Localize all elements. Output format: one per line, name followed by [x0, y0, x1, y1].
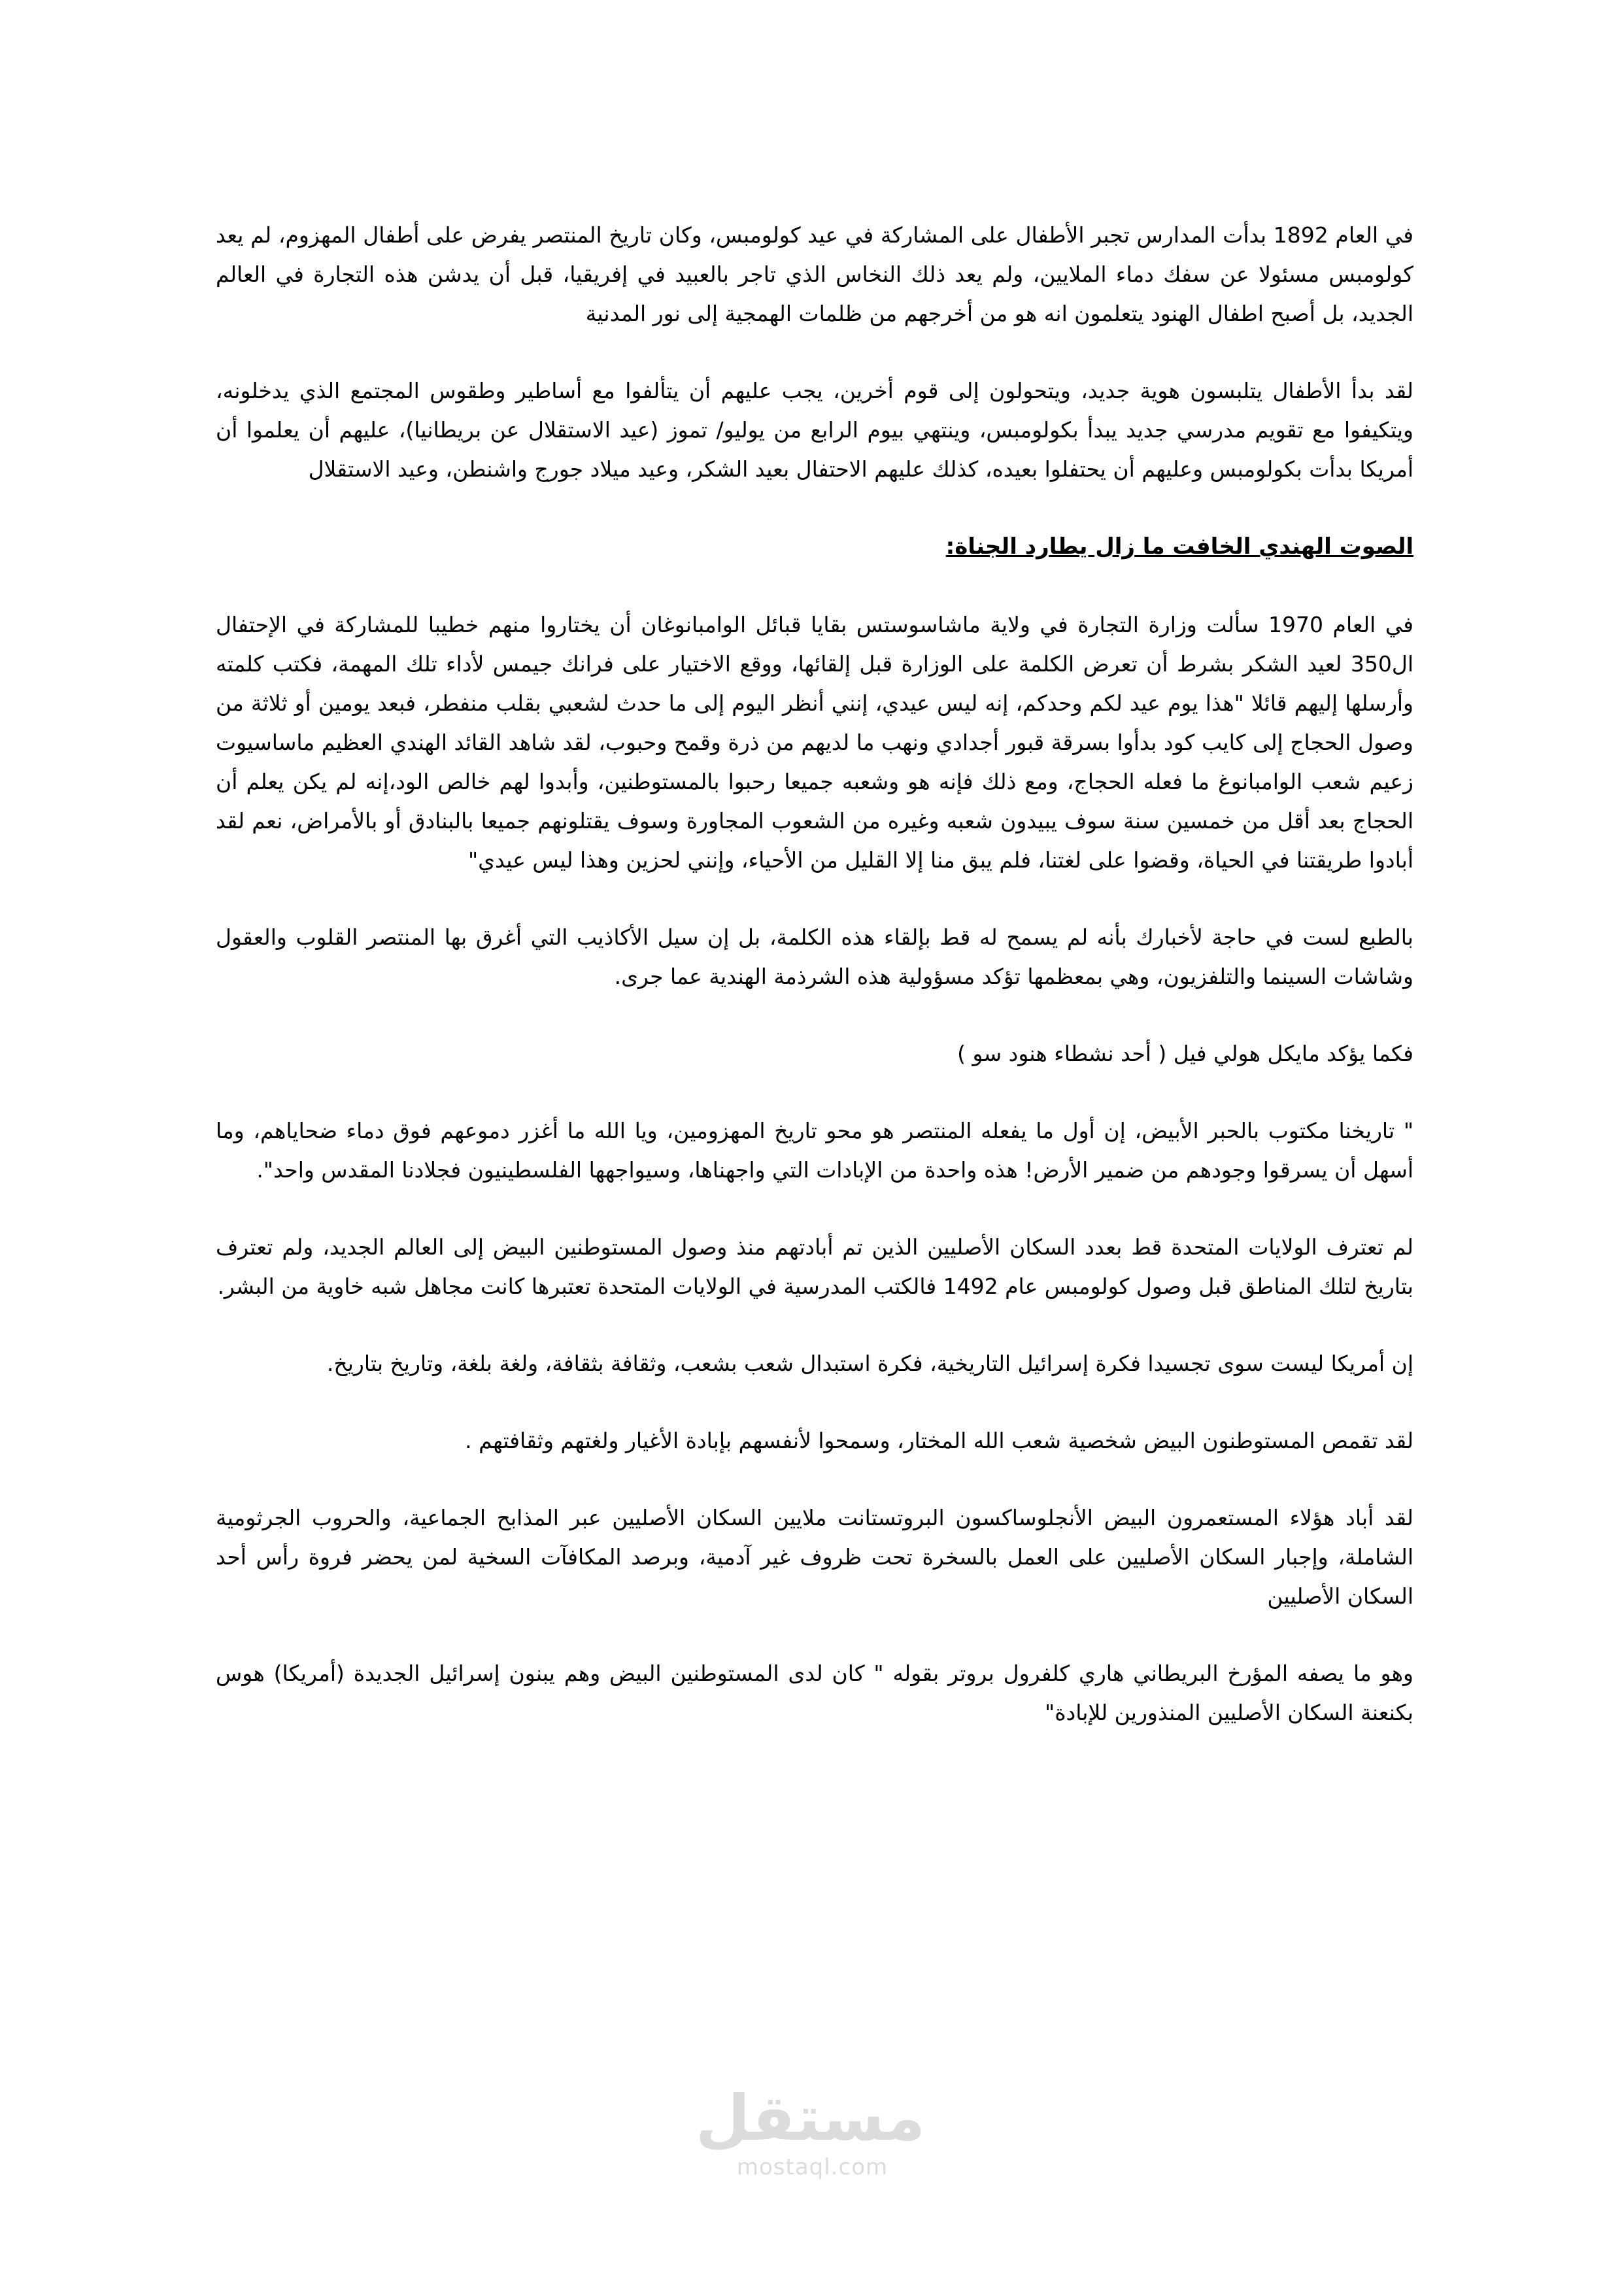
paragraph-white-ink-quote: " تاريخنا مكتوب بالحبر الأبيض، إن أول ما يفعله المنتصر هو محو تاريخ المهزومين، ويا الله ما أغزر دموعهم فوق دماء ضحاياهم، وما أسهل أن يسرقوا وجودهم من ضمير الأرض! هذه واحدة من الإبادات التي واجهناها، وسيواجهها الفلسطينيون فجلادنا المقدس واحد".	[216, 1118, 1413, 1183]
mostaql-watermark	[695, 2082, 925, 2187]
paragraph-frank-james-speech: في العام 1970 سألت وزارة التجارة في ولاية ماشاسوستس بقايا قبائل الوامبانوغان أن يختاروا منهم خطيبا للمشاركة في الإحتفال ال350 لعيد الشكر بشرط أن تعرض الكلمة على الوزارة قبل إلقائها، ووقع الاختيار على فرانك جيمس لأداء تلك المهمة، فكتب كلمته وأرسلها إليهم قائلا "هذا يوم عيد لكم وحدكم، إنه ليس عيدي، إنني أنظر اليوم إلى ما حدث لشعبي بقلب منفطر، فبعد يومين أو ثلاثة من وصول الحجاج إلى كايب كود بدأوا بسرقة قبور أجدادي ونهب ما لديهم من ذرة وقمح وحبوب، لقد شاهد القائد الهندي العظيم ماساسيوت زعيم شعب الوامبانوغ ما فعله الحجاج، ومع ذلك فإنه هو وشعبه جميعا رحبوا بالمستوطنين، وأبدوا لهم خالص الود،إنه لم يكن يعلم أن الحجاج بعد أقل من خمسين سنة سوف يبيدون شعبه وغيره من الشعوب المجاورة وسوف يقتلونهم جميعا بالبنادق أو بالأمراض، نعم لقد أبادوا طريقتنا في الحياة، وقضوا على لغتنا، فلم يبق منا إلا القليل من الأحياء، وإنني لحزين وهذا ليس عيدي"	[216, 612, 1414, 873]
paragraph-historian-quote: وهو ما يصفه المؤرخ البريطاني هاري كلفرول بروتر بقوله " كان لدى المستوطنين البيض وهم يبنون إسرائيل الجديدة (أمريكا) هوس بكنعنة السكان الأصليين المنذورين للإبادة"	[216, 1661, 1413, 1725]
watermark-logo: مستقل	[695, 2082, 925, 2155]
paragraph-speech-banned: بالطبع لست في حاجة لأخبارك بأنه لم يسمح له قط بإلقاء هذه الكلمة، بل إن سيل الأكاذيب التي أغرق بها المنتصر القلوب والعقول وشاشات السينما والتلفزيون، وهي بمعظمها تؤكد مسؤولية هذه الشرذمة الهندية عما جرى.	[216, 924, 1413, 989]
paragraph-population-not-recognized: لم تعترف الولايات المتحدة قط بعدد السكان الأصليين الذين تم أبادتهم منذ وصول المستوطنين البيض إلى العالم الجديد، ولم تعترف بتاريخ لتلك المناطق قبل وصول كولومبس عام 1492 فالكتب المدرسية في الولايات المتحدة تعتبرها كانت مجاهل شبه خاوية من البشر.	[216, 1234, 1413, 1299]
document-page	[216, 216, 1413, 1770]
paragraph-new-identity: لقد بدأ الأطفال يتلبسون هوية جديد، ويتحولون إلى قوم أخرين، يجب عليهم أن يتألفوا مع أساطير وطقوس المجتمع الذي يدخلونه، ويتكيفوا مع تقويم مدرسي جديد يبدأ بكولومبس، وينتهي بيوم الرابع من يوليو/ تموز (عيد الاستقلال عن بريطانيا)، عليهم أن يعلموا أن أمريكا بدأت بكولومبس وعليهم أن يحتفلوا بعيده، كذلك عليهم الاحتفال بعيد الشكر، وعيد ميلاد جورج واشنطن، وعيد الاستقلال	[216, 378, 1413, 482]
paragraph-colonists-massacres: لقد أباد هؤلاء المستعمرون البيض الأنجلوساكسون البروتستانت ملايين السكان الأصليين عبر المذابح الجماعية، والحروب الجرثومية الشاملة، وإجبار السكان الأصليين على العمل بالسخرة تحت ظروف غير آدمية، وبرصد المكافآت السخية لمن يحضر فروة رأس أحد السكان الأصليين	[216, 1505, 1413, 1609]
paragraph-america-israel-idea: إن أمريكا ليست سوى تجسيدا فكرة إسرائيل التاريخية، فكرة استبدال شعب بشعب، وثقافة بثقافة، ولغة بلغة، وتاريخ بتاريخ.	[326, 1351, 1413, 1376]
paragraph-michael-holy-quote-intro: فكما يؤكد مايكل هولي فيل ( أحد نشطاء هنود سو )	[957, 1041, 1413, 1066]
paragraph-chosen-people: لقد تقمص المستوطنون البيض شخصية شعب الله المختار، وسمحوا لأنفسهم بإبادة الأغيار ولغتهم وثقافتهم .	[465, 1428, 1413, 1453]
section-heading: الصوت الهندي الخافت ما زال يطارد الجناة:	[945, 533, 1413, 560]
watermark-url: mostaql.com	[736, 2154, 888, 2180]
paragraph-columbus-day-schools: في العام 1892 بدأت المدارس تجبر الأطفال على المشاركة في عيد كولومبس، وكان تاريخ المنتصر يفرض على أطفال المهزوم، لم يعد كولومبس مسئولا عن سفك دماء الملايين، ولم يعد ذلك النخاس الذي تاجر بالعبيد في إفريقيا، قبل أن يدشن هذه التجارة في العالم الجديد، بل أصبح اطفال الهنود يتعلمون انه هو من أخرجهم من ظلمات الهمجية إلى نور المدنية	[216, 222, 1413, 326]
